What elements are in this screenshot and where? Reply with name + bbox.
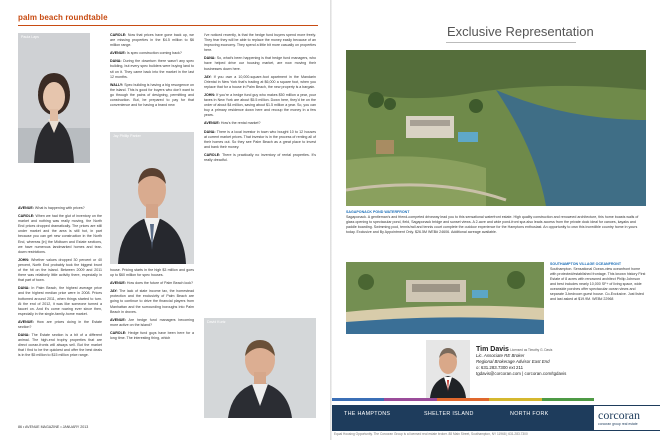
caption-man-1: Jay Phillip Parker: [113, 134, 141, 138]
aerial-photo-southampton: [346, 262, 544, 334]
para-text: I've noticed recently, is that the hedge fund buyers spend more freely. They fear they will be able to replace the money easily because of an improving economy. They spend a little bit more casually on properties here.: [204, 33, 316, 53]
ad-title: Exclusive Representation: [447, 24, 594, 39]
para-text: Is spec construction coming back?: [126, 51, 182, 56]
aerial-photo-southampton-image: [346, 262, 544, 334]
legal-footer: Equal Housing Opportunity. The Corcoran Group is a licensed real estate broker. 88 Main Street, Southampton, NY 11968 | 631.283.7300: [334, 432, 528, 436]
para-text: What is happening with prices?: [34, 206, 85, 210]
section-rule: [18, 25, 318, 26]
speaker: CAROLE:: [110, 33, 127, 37]
col2-para: [110, 331, 194, 341]
section-title: palm beach roundtable: [18, 13, 108, 22]
brand-tagline: corcoran group real estate: [598, 422, 638, 426]
para-text: Are hedge fund managers becoming more active on the island?: [110, 317, 194, 327]
portrait-man-1-image: [110, 132, 194, 264]
agent-title-2: Regional Brokerage Advisor East End: [476, 359, 550, 364]
listing-1-text: Sagaponack. A gentleman's and friend-competed driveway lead you to this sensational waterfront estate. High quality construction and renowned architecture, this home boasts walls of glass opening to spectacular pond, field, Sagaponack bridge and sunset views. A 2-acre and wide pond-front spa also leads access from the private dock ideal for canoes, kayaks and paddle boarding. Swimming pool, tennis/rail and tennis court complete the outdoor experience for the Hamptons enthusiast. An opportunity to own this incredible country home in yours today. Exclusive and By Appointment Only. $26.5M WEB# 24606. Additional acreage available.: [346, 215, 639, 234]
speaker: AVENUE:: [204, 121, 220, 126]
para-text: If you own a 10,000-square-foot apartment in the Mandarin Oriental in New York that's trading at $6,000 a square foot, when you replace that for a house in Palm Beach, the new property is a bargain.: [204, 74, 316, 89]
para-text: How does the future of Palm Beach look?: [126, 281, 194, 286]
col3-para: [204, 121, 316, 126]
para-text: house. Pricing starts in the high $3 million and goes up to $60 million for spec houses.: [110, 268, 194, 278]
stripe-green: [542, 398, 594, 401]
para-text: There is a local investor in town who bought 10 to 12 houses at current market prices. That investor is in the process of renting all of their homes out. So they see Palm Beach as a great place to invest and bank their money.: [204, 129, 316, 149]
speaker: AVENUE:: [110, 281, 126, 286]
agent-headshot-image: [426, 340, 470, 398]
para-text: Now that prices have gone back up, we are missing properties in the $4.5 million to $6 million range.: [110, 33, 195, 48]
brand-name: corcoran: [598, 408, 640, 422]
para-text: If you're a hedge fund guy who makes $50 million a year, your taxes in New York are about $5.5 million. Down here, they'd be on the order of about $4 million, saving about $1.5 million a year. So, you can buy a primary residence down here and recoup the money in a few years.: [204, 92, 316, 118]
col2-para: [110, 281, 194, 286]
portrait-man-2-image: [204, 318, 316, 418]
col3-para: [204, 153, 316, 163]
column-2-top: [110, 33, 194, 111]
band-location-shelter-island: SHELTER ISLAND: [424, 411, 474, 417]
col2-para: [110, 83, 194, 108]
col2-para: [110, 59, 194, 79]
agent-name: Tim Davis: [476, 346, 509, 353]
stripe-blue: [332, 398, 384, 401]
stripe-yellow: [489, 398, 541, 401]
aerial-photo-sagaponack: [346, 50, 646, 206]
speaker: DANA:: [204, 56, 216, 61]
speaker: JOHN:: [204, 92, 216, 97]
para-text: During the downturn there wasn't any spec building, but every spec builders were buying land to sit on it. They came back into the market in the last 12 months.: [110, 59, 195, 79]
para-text: How are prices doing in the Estate section?: [18, 319, 102, 329]
portrait-woman-image: [18, 33, 90, 163]
portrait-man-1: [110, 132, 194, 264]
col1-para: [18, 214, 102, 255]
speaker: JOHN:: [18, 257, 30, 262]
listing-1-heading: SAGAPONACK POND WATERFRONT: [346, 210, 410, 214]
portrait-woman: [18, 33, 90, 163]
para-text: In Palm Beach, the highest average price and the highest median price were in 2008. Prices bottomed around 2011, when things started to turn. At the end of 2012, it was like someone turned a faucet on. And it's come roaring ever since then, especially in the single-family-home market.: [18, 286, 102, 316]
col3-para: [204, 56, 316, 71]
col1-para: [18, 258, 102, 283]
agent-phone: o: 631.283.7300 ext 211: [476, 365, 524, 370]
col3-para: [204, 33, 316, 53]
speaker: AVENUE:: [110, 51, 126, 56]
para-text: Spec building is having a big resurgence on the island. This is good for buyers who don't want to go through the pains of designing, permitting and construction. But, be prepared to pay for that convenience and for having a brand new: [110, 82, 195, 108]
band-location-hamptons: THE HAMPTONS: [344, 411, 391, 417]
speaker: WALLY:: [110, 82, 124, 87]
col2-para: [110, 51, 194, 56]
aerial-photo-sagaponack-image: [346, 50, 646, 206]
speaker: AVENUE:: [110, 317, 126, 322]
agent-title-1: Lic. Associate RE Broker: [476, 353, 525, 358]
para-text: How's the rental market?: [220, 121, 261, 126]
ad-title-rule: [446, 42, 576, 43]
col2-para: [110, 318, 194, 328]
agent-contact: [476, 347, 566, 377]
para-text: When we had the glut of inventory on the market and nothing was really moving, the North End prices dropped dramatically. The prices are still under market and the area is still hot, in part because you can get new construction in the North End, whereas [in] the Midtown and Estate sections, we have numerous landmarked homes and tear-down restrictions.: [18, 214, 103, 254]
speaker: DANA:: [110, 59, 122, 64]
speaker: DANA:: [18, 333, 30, 338]
col2-para: [110, 33, 194, 48]
col1-para: [18, 206, 102, 211]
listing-2-caption: [550, 262, 646, 302]
caption-woman: Paula Laps: [21, 35, 39, 39]
stripe-orange: [437, 398, 489, 401]
col1-para: [18, 286, 102, 317]
band-location-north-fork: NORTH FORK: [510, 411, 549, 417]
col3-para: [204, 93, 316, 118]
agent-name-suffix: Licensed as Timothy G. Davis: [510, 348, 553, 352]
portrait-man-2: [204, 318, 316, 418]
page-folio: 86 • AVENUE MAGAZINE • JANUARY 2013: [18, 425, 89, 429]
para-text: Whether values dropped 30 percent or 40 percent, North End probably took the biggest brunt of the hit on the island. Between 2009 and 2011 there was relatively little activity there, especially in that part of town.: [18, 257, 103, 283]
listing-2-heading: SOUTHAMPTON VILLAGE OCEANFRONT: [550, 262, 622, 266]
speaker: DANA:: [204, 129, 216, 134]
speaker: CAROLE:: [110, 330, 127, 335]
col3-para: [204, 130, 316, 150]
column-1: [18, 206, 102, 362]
right-page: [332, 0, 660, 440]
column-3: [204, 33, 316, 166]
speaker: CAROLE:: [204, 152, 221, 157]
stripe-purple: [384, 398, 436, 401]
col2-para: [110, 268, 194, 278]
col1-para: [18, 320, 102, 330]
col3-para: [204, 75, 316, 90]
speaker: AVENUE:: [18, 319, 34, 324]
speaker: DANA:: [18, 286, 30, 291]
listing-2-text: Southampton. Sensational Ocean-view oceanfront home with protected/established frontage. This known history First Estate of 8 acres with renowned architect Philip Johnson and best includes nearly 10,000 SF+ of living space, wide oceanside porches offer spectacular ocean views and separate 3-bedroom guest house. Co-Exclusive. Just listed and last asked at $19.9M. WEB# 22968: [550, 267, 646, 301]
col1-para: [18, 333, 102, 358]
para-text: There is practically no inventory of rental properties. It's really dreadful.: [204, 152, 316, 162]
column-2-bottom: [110, 268, 194, 344]
brand-logo: [594, 406, 660, 430]
listing-1-caption: [346, 210, 646, 235]
para-text: The lack of state income tax, the homestead protection and the exclusivity of Palm Beach are going to continue to drive the financial players from Manhattan and the surrounding boroughs into Palm Beach in droves.: [110, 289, 195, 314]
speaker: CAROLE:: [18, 214, 35, 219]
speaker: JAY:: [204, 74, 212, 79]
caption-man-2: David Kurtz: [207, 320, 226, 324]
para-text: So, what's been happening is that hedge fund managers, who have helped drive our housing market, are now moving their businesses down here.: [204, 56, 317, 71]
para-text: Hedge fund guys have been here for a long time. The interesting thing, which: [110, 330, 195, 341]
color-stripe-bar: [332, 398, 594, 401]
col2-para: [110, 289, 194, 314]
para-text: The Estate section is a bit of a different animal. The high-end trophy properties that are direct ocean-fronts will always sell. But the market that I find to be the quickest and offer the best deals is in the $5 million to $15 million price range.: [18, 333, 102, 358]
speaker: JAY:: [110, 289, 118, 294]
agent-headshot: [426, 340, 470, 398]
agent-email: tgdavis@corcoran.com | corcoran.com/tgdavis: [476, 371, 567, 376]
speaker: AVENUE:: [18, 206, 34, 210]
